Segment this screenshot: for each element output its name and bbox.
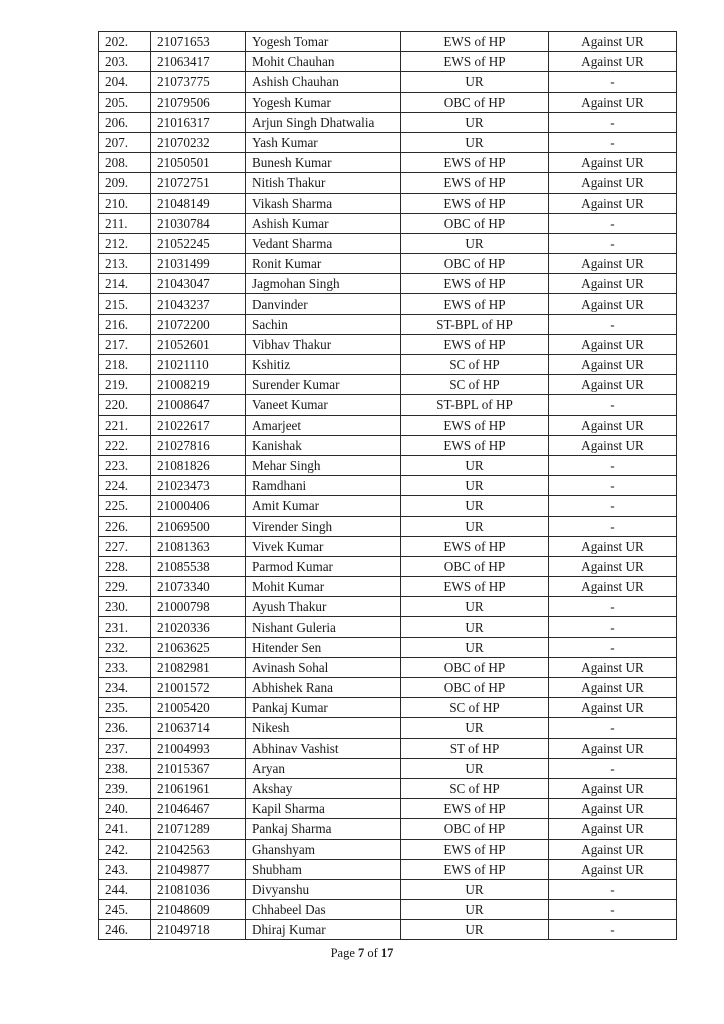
category-cell: UR [401,476,549,496]
results-table [98,31,677,940]
roll-number-cell: 21030784 [151,213,246,233]
serial-number-cell: 215. [99,294,151,314]
table-row [99,657,677,677]
remarks-cell: - [549,900,677,920]
table-row [99,112,677,132]
category-cell: UR [401,758,549,778]
serial-number-cell: 231. [99,617,151,637]
category-cell: EWS of HP [401,415,549,435]
table-row [99,314,677,334]
serial-number-cell: 226. [99,516,151,536]
category-cell: OBC of HP [401,819,549,839]
roll-number-cell: 21043237 [151,294,246,314]
remarks-cell: Against UR [549,799,677,819]
remarks-cell: - [549,617,677,637]
category-cell: UR [401,718,549,738]
roll-number-cell: 21048609 [151,900,246,920]
serial-number-cell: 221. [99,415,151,435]
total-pages-number: 17 [380,946,394,960]
serial-number-cell: 237. [99,738,151,758]
candidate-name-cell: Nikesh [246,718,401,738]
table-row [99,698,677,718]
candidate-name-cell: Yogesh Tomar [246,32,401,52]
roll-number-cell: 21023473 [151,476,246,496]
roll-number-cell: 21079506 [151,92,246,112]
serial-number-cell: 246. [99,920,151,940]
category-cell: UR [401,879,549,899]
remarks-cell: - [549,233,677,253]
category-cell: UR [401,132,549,152]
category-cell: UR [401,516,549,536]
table-row [99,516,677,536]
roll-number-cell: 21085538 [151,556,246,576]
remarks-cell: - [549,758,677,778]
remarks-cell: Against UR [549,536,677,556]
table-row [99,193,677,213]
remarks-cell: - [549,213,677,233]
roll-number-cell: 21031499 [151,254,246,274]
candidate-name-cell: Ashish Kumar [246,213,401,233]
table-row [99,173,677,193]
candidate-name-cell: Chhabeel Das [246,900,401,920]
category-cell: EWS of HP [401,153,549,173]
roll-number-cell: 21001572 [151,678,246,698]
remarks-cell: Against UR [549,92,677,112]
candidate-name-cell: Ronit Kumar [246,254,401,274]
remarks-cell: Against UR [549,294,677,314]
table-row [99,92,677,112]
category-cell: SC of HP [401,698,549,718]
serial-number-cell: 238. [99,758,151,778]
table-row [99,355,677,375]
candidate-name-cell: Amarjeet [246,415,401,435]
serial-number-cell: 206. [99,112,151,132]
serial-number-cell: 202. [99,32,151,52]
table-row [99,778,677,798]
serial-number-cell: 219. [99,375,151,395]
category-cell: UR [401,455,549,475]
serial-number-cell: 210. [99,193,151,213]
category-cell: UR [401,496,549,516]
remarks-cell: Against UR [549,839,677,859]
remarks-cell: - [549,496,677,516]
remarks-cell: - [549,476,677,496]
category-cell: EWS of HP [401,193,549,213]
category-cell: UR [401,112,549,132]
roll-number-cell: 21049877 [151,859,246,879]
candidate-name-cell: Jagmohan Singh [246,274,401,294]
roll-number-cell: 21081826 [151,455,246,475]
category-cell: EWS of HP [401,334,549,354]
table-row [99,415,677,435]
remarks-cell: Against UR [549,435,677,455]
roll-number-cell: 21046467 [151,799,246,819]
category-cell: SC of HP [401,778,549,798]
roll-number-cell: 21008647 [151,395,246,415]
roll-number-cell: 21063714 [151,718,246,738]
serial-number-cell: 234. [99,678,151,698]
table-row [99,153,677,173]
remarks-cell: Against UR [549,415,677,435]
category-cell: EWS of HP [401,859,549,879]
roll-number-cell: 21000406 [151,496,246,516]
candidate-name-cell: Kshitiz [246,355,401,375]
candidate-name-cell: Danvinder [246,294,401,314]
category-cell: EWS of HP [401,294,549,314]
category-cell: SC of HP [401,355,549,375]
current-page-number: 7 [358,946,365,960]
table-row [99,233,677,253]
category-cell: EWS of HP [401,839,549,859]
remarks-cell: - [549,597,677,617]
candidate-name-cell: Kapil Sharma [246,799,401,819]
serial-number-cell: 236. [99,718,151,738]
table-row [99,718,677,738]
table-row [99,617,677,637]
roll-number-cell: 21071289 [151,819,246,839]
roll-number-cell: 21020336 [151,617,246,637]
roll-number-cell: 21072200 [151,314,246,334]
roll-number-cell: 21042563 [151,839,246,859]
table-row [99,52,677,72]
serial-number-cell: 244. [99,879,151,899]
category-cell: UR [401,617,549,637]
table-row [99,597,677,617]
roll-number-cell: 21070232 [151,132,246,152]
roll-number-cell: 21048149 [151,193,246,213]
candidate-name-cell: Bunesh Kumar [246,153,401,173]
roll-number-cell: 21021110 [151,355,246,375]
serial-number-cell: 239. [99,778,151,798]
page-footer [0,946,724,961]
category-cell: EWS of HP [401,274,549,294]
candidate-name-cell: Ayush Thakur [246,597,401,617]
serial-number-cell: 212. [99,233,151,253]
candidate-name-cell: Pankaj Sharma [246,819,401,839]
serial-number-cell: 209. [99,173,151,193]
serial-number-cell: 203. [99,52,151,72]
candidate-name-cell: Abhinav Vashist [246,738,401,758]
table-row [99,738,677,758]
roll-number-cell: 21008219 [151,375,246,395]
category-cell: UR [401,597,549,617]
table-row [99,758,677,778]
category-cell: UR [401,72,549,92]
category-cell: EWS of HP [401,799,549,819]
remarks-cell: - [549,920,677,940]
roll-number-cell: 21069500 [151,516,246,536]
remarks-cell: Against UR [549,698,677,718]
category-cell: OBC of HP [401,678,549,698]
serial-number-cell: 216. [99,314,151,334]
table-row [99,395,677,415]
serial-number-cell: 224. [99,476,151,496]
roll-number-cell: 21061961 [151,778,246,798]
roll-number-cell: 21081363 [151,536,246,556]
candidate-name-cell: Hitender Sen [246,637,401,657]
candidate-name-cell: Parmod Kumar [246,556,401,576]
category-cell: OBC of HP [401,92,549,112]
category-cell: OBC of HP [401,657,549,677]
table-row [99,536,677,556]
candidate-name-cell: Vikash Sharma [246,193,401,213]
candidate-name-cell: Divyanshu [246,879,401,899]
table-row [99,819,677,839]
candidate-name-cell: Yash Kumar [246,132,401,152]
roll-number-cell: 21071653 [151,32,246,52]
remarks-cell: Against UR [549,32,677,52]
candidate-name-cell: Amit Kumar [246,496,401,516]
table-row [99,900,677,920]
serial-number-cell: 233. [99,657,151,677]
table-row [99,476,677,496]
table-row [99,72,677,92]
candidate-name-cell: Akshay [246,778,401,798]
roll-number-cell: 21050501 [151,153,246,173]
serial-number-cell: 208. [99,153,151,173]
table-row [99,496,677,516]
candidate-name-cell: Avinash Sohal [246,657,401,677]
category-cell: EWS of HP [401,577,549,597]
table-row [99,577,677,597]
remarks-cell: Against UR [549,657,677,677]
table-row [99,799,677,819]
candidate-name-cell: Abhishek Rana [246,678,401,698]
serial-number-cell: 240. [99,799,151,819]
candidate-name-cell: Kanishak [246,435,401,455]
roll-number-cell: 21015367 [151,758,246,778]
candidate-name-cell: Mohit Chauhan [246,52,401,72]
serial-number-cell: 227. [99,536,151,556]
category-cell: EWS of HP [401,173,549,193]
serial-number-cell: 223. [99,455,151,475]
category-cell: UR [401,637,549,657]
remarks-cell: - [549,395,677,415]
remarks-cell: Against UR [549,193,677,213]
table-row [99,32,677,52]
candidate-name-cell: Ramdhani [246,476,401,496]
remarks-cell: - [549,132,677,152]
roll-number-cell: 21081036 [151,879,246,899]
candidate-name-cell: Ashish Chauhan [246,72,401,92]
candidate-name-cell: Dhiraj Kumar [246,920,401,940]
roll-number-cell: 21052245 [151,233,246,253]
serial-number-cell: 230. [99,597,151,617]
table-row [99,839,677,859]
remarks-cell: Against UR [549,859,677,879]
remarks-cell: - [549,314,677,334]
remarks-cell: Against UR [549,738,677,758]
table-row [99,879,677,899]
of-label: of [367,946,378,960]
serial-number-cell: 225. [99,496,151,516]
roll-number-cell: 21005420 [151,698,246,718]
category-cell: EWS of HP [401,536,549,556]
roll-number-cell: 21073340 [151,577,246,597]
serial-number-cell: 211. [99,213,151,233]
roll-number-cell: 21043047 [151,274,246,294]
remarks-cell: Against UR [549,375,677,395]
roll-number-cell: 21004993 [151,738,246,758]
table-row [99,859,677,879]
table-row [99,375,677,395]
roll-number-cell: 21063625 [151,637,246,657]
candidate-name-cell: Vivek Kumar [246,536,401,556]
table-row [99,920,677,940]
remarks-cell: Against UR [549,355,677,375]
roll-number-cell: 21063417 [151,52,246,72]
remarks-cell: Against UR [549,678,677,698]
candidate-name-cell: Aryan [246,758,401,778]
remarks-cell: Against UR [549,778,677,798]
category-cell: ST-BPL of HP [401,395,549,415]
serial-number-cell: 218. [99,355,151,375]
remarks-cell: Against UR [549,819,677,839]
remarks-cell: Against UR [549,173,677,193]
candidate-name-cell: Vedant Sharma [246,233,401,253]
serial-number-cell: 217. [99,334,151,354]
remarks-cell: - [549,718,677,738]
serial-number-cell: 222. [99,435,151,455]
roll-number-cell: 21000798 [151,597,246,617]
serial-number-cell: 207. [99,132,151,152]
remarks-cell: - [549,879,677,899]
roll-number-cell: 21072751 [151,173,246,193]
category-cell: UR [401,920,549,940]
serial-number-cell: 205. [99,92,151,112]
candidate-name-cell: Mehar Singh [246,455,401,475]
candidate-name-cell: Nitish Thakur [246,173,401,193]
roll-number-cell: 21027816 [151,435,246,455]
table-row [99,213,677,233]
serial-number-cell: 204. [99,72,151,92]
serial-number-cell: 220. [99,395,151,415]
category-cell: OBC of HP [401,556,549,576]
roll-number-cell: 21073775 [151,72,246,92]
serial-number-cell: 214. [99,274,151,294]
category-cell: OBC of HP [401,254,549,274]
table-row [99,334,677,354]
candidate-name-cell: Virender Singh [246,516,401,536]
table-row [99,678,677,698]
serial-number-cell: 241. [99,819,151,839]
serial-number-cell: 232. [99,637,151,657]
candidate-name-cell: Shubham [246,859,401,879]
candidate-name-cell: Nishant Guleria [246,617,401,637]
serial-number-cell: 228. [99,556,151,576]
remarks-cell: - [549,516,677,536]
remarks-cell: Against UR [549,334,677,354]
category-cell: ST of HP [401,738,549,758]
roll-number-cell: 21082981 [151,657,246,677]
candidate-name-cell: Pankaj Kumar [246,698,401,718]
category-cell: EWS of HP [401,435,549,455]
table-row [99,455,677,475]
remarks-cell: - [549,112,677,132]
table-row [99,435,677,455]
page-label: Page [330,946,355,960]
table-body [99,32,677,940]
table-row [99,556,677,576]
serial-number-cell: 235. [99,698,151,718]
table-row [99,132,677,152]
remarks-cell: - [549,455,677,475]
roll-number-cell: 21049718 [151,920,246,940]
serial-number-cell: 245. [99,900,151,920]
remarks-cell: - [549,72,677,92]
table-row [99,274,677,294]
serial-number-cell: 242. [99,839,151,859]
candidate-name-cell: Yogesh Kumar [246,92,401,112]
category-cell: EWS of HP [401,52,549,72]
candidate-name-cell: Mohit Kumar [246,577,401,597]
category-cell: ST-BPL of HP [401,314,549,334]
category-cell: OBC of HP [401,213,549,233]
candidate-name-cell: Vibhav Thakur [246,334,401,354]
serial-number-cell: 243. [99,859,151,879]
remarks-cell: Against UR [549,52,677,72]
remarks-cell: Against UR [549,577,677,597]
candidate-name-cell: Vaneet Kumar [246,395,401,415]
remarks-cell: - [549,637,677,657]
serial-number-cell: 213. [99,254,151,274]
table-row [99,637,677,657]
candidate-name-cell: Arjun Singh Dhatwalia [246,112,401,132]
table-row [99,294,677,314]
category-cell: SC of HP [401,375,549,395]
table-row [99,254,677,274]
candidate-name-cell: Ghanshyam [246,839,401,859]
roll-number-cell: 21022617 [151,415,246,435]
remarks-cell: Against UR [549,274,677,294]
candidate-name-cell: Surender Kumar [246,375,401,395]
remarks-cell: Against UR [549,254,677,274]
roll-number-cell: 21052601 [151,334,246,354]
roll-number-cell: 21016317 [151,112,246,132]
serial-number-cell: 229. [99,577,151,597]
remarks-cell: Against UR [549,153,677,173]
category-cell: UR [401,233,549,253]
category-cell: EWS of HP [401,32,549,52]
remarks-cell: Against UR [549,556,677,576]
candidate-name-cell: Sachin [246,314,401,334]
category-cell: UR [401,900,549,920]
